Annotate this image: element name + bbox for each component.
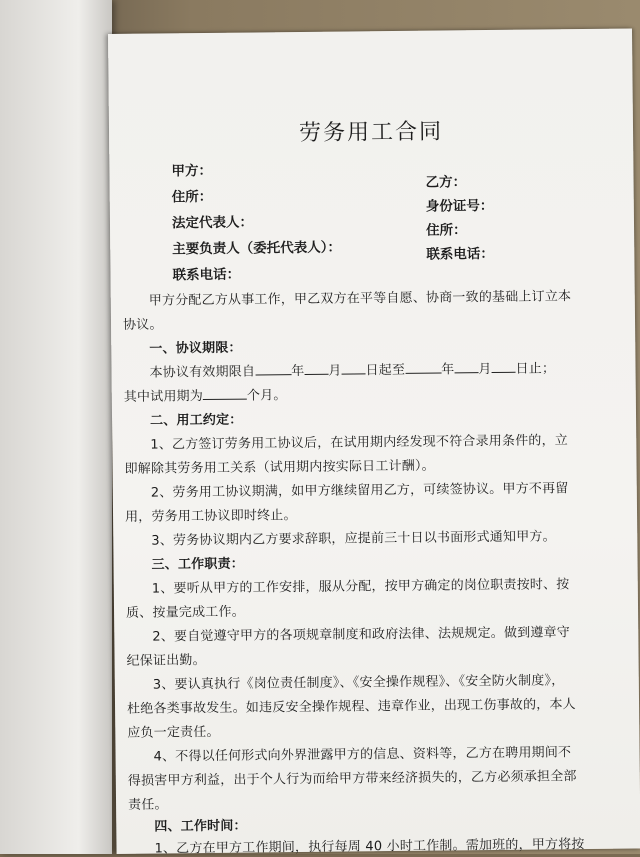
section-4-title: 四、工作时间： <box>154 818 247 835</box>
intro-line-2: 协议。 <box>122 317 163 333</box>
party-b-phone-label: 联系电话： <box>426 245 494 263</box>
party-a-phone-label: 联系电话： <box>172 266 241 284</box>
s3-p2-line-2: 纪保证出勤。 <box>126 653 206 669</box>
s2-p2-line-2: 用，劳务用工协议即时终止。 <box>124 508 297 525</box>
term-line: 本协议有效期限自 年 月 日起至 年 月 日止； <box>149 361 556 381</box>
s3-p4-line-3: 责任。 <box>127 797 168 813</box>
party-a-address-label: 住所： <box>171 188 213 206</box>
s3-p1-line-2: 质、按量完成工作。 <box>125 604 245 621</box>
s2-p1-line-1: 1、乙方签订劳务用工协议后，在试用期内经发现不符合录用条件的，立 <box>150 433 569 453</box>
s3-p3-line-3: 应负一定责任。 <box>127 724 220 741</box>
s4-p1-line-1: 1、乙方在甲方工作期间，执行每周 40 小时工作制。需加班的，甲方将按 <box>154 837 585 857</box>
section-2-title: 二、用工约定： <box>149 412 243 429</box>
s3-p3-line-2: 杜绝各类事故发生。如违反安全操作规程、违章作业，出现工伤事故的，本人 <box>126 697 576 717</box>
party-b-address-label: 住所： <box>425 222 467 239</box>
party-b-label: 乙方： <box>425 174 467 191</box>
s2-p2-line-1: 2、劳务用工协议期满，如甲方继续留用乙方，可续签协议。甲方不再留 <box>150 481 569 501</box>
legal-representative-label: 法定代表人： <box>171 214 254 232</box>
back-page-edge <box>0 0 112 854</box>
s3-p2-line-1: 2、要自觉遵守甲方的各项规章制度和政府法律、法规规定。做到遵章守 <box>152 625 571 645</box>
s3-p4-line-1: 4、不得以任何形式向外界泄露甲方的信息、资料等，乙方在聘用期间不 <box>153 745 572 765</box>
intro-line-1: 甲方分配乙方从事工作，甲乙双方在平等自愿、协商一致的基础上订立本 <box>148 289 572 309</box>
principal-label: 主要负责人（委托代表人）： <box>172 239 342 258</box>
s3-p1-line-1: 1、要听从甲方的工作安排，服从分配，按甲方确定的岗位职责按时、按 <box>151 577 570 597</box>
s3-p3-line-1: 3、要认真执行《岗位责任制度》、《安全操作规程》、《安全防火制度》， <box>152 673 565 693</box>
s2-p3-line-1: 3、劳务协议期内乙方要求辞职，应提前三十日以书面形式通知甲方。 <box>151 529 556 549</box>
s3-p4-line-2: 得损害甲方利益，出于个人行为而给甲方带来经济损失的，乙方必须承担全部 <box>127 769 577 789</box>
contract-page <box>108 29 640 857</box>
section-1-title: 一、协议期限： <box>149 340 242 357</box>
section-3-title: 三、工作职责： <box>151 556 245 573</box>
s2-p1-line-2: 即解除其劳务用工关系（试用期内按实际日工计酬）。 <box>124 458 435 477</box>
contract-title: 劳务用工合同 <box>298 119 444 147</box>
party-a-label: 甲方： <box>171 162 213 180</box>
id-number-label: 身份证号： <box>425 197 494 215</box>
probation-line: 其中试用期为 个月。 <box>123 388 287 405</box>
